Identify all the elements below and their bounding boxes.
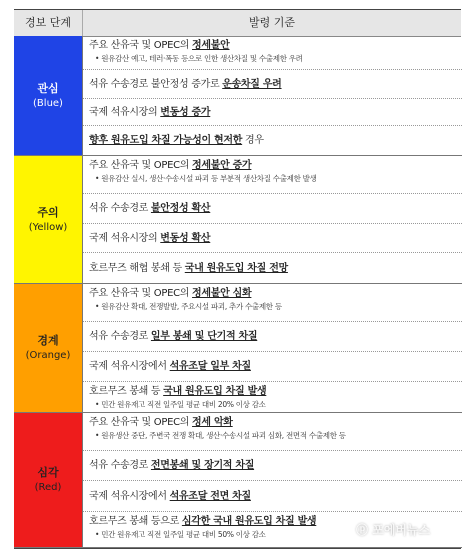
criteria-text [89, 490, 462, 504]
level-cell [14, 284, 82, 413]
criteria-row [83, 451, 462, 481]
criteria-detail: • 민간 원유재고 직전 일주일 평균 대비 20% 이상 감소 [95, 400, 266, 409]
level-name: 심각 [37, 466, 59, 479]
criteria-emphasis: 변동성 증가 [160, 107, 211, 118]
criteria-row [83, 36, 462, 70]
criteria-text [89, 416, 462, 430]
criteria-text [89, 262, 462, 276]
criteria-detail: • 원유생산 중단, 주변국 전쟁 확대, 생산·수송시설 파괴 심화, 전면적 수출제한 등 [95, 431, 346, 440]
criteria-row [83, 352, 462, 382]
criteria-emphasis: 운송차질 우려 [222, 79, 282, 90]
criteria-emphasis: 전면봉쇄 및 장기적 차질 [150, 460, 255, 471]
level-name: 주의 [37, 205, 59, 219]
criteria-row [83, 126, 462, 156]
criteria-text [89, 360, 462, 374]
header-level: 경보 단계 [14, 10, 83, 36]
criteria-prefix: 국제 석유시장의 [89, 107, 161, 118]
criteria-text [89, 39, 462, 53]
criteria-detail: • 원유감산 예고, 테러·폭동 등으로 인한 생산차질 및 수출제한 우려 [95, 54, 303, 63]
criteria-suffix: 경우 [242, 135, 264, 146]
watermark-logo: ⓟ 포에버뉴스 [356, 523, 431, 537]
level-english: (Red) [34, 482, 62, 493]
criteria-detail: • 원유감산 실시, 생산·수송시설 파괴 등 부분적 생산차질 수출제한 발생 [95, 174, 317, 183]
level-english: (Yellow) [28, 221, 68, 233]
criteria-text [89, 287, 462, 301]
criteria-row [83, 284, 462, 322]
criteria-row [83, 70, 462, 99]
criteria-row [83, 322, 462, 352]
criteria-group [82, 156, 461, 284]
criteria-emphasis: 국내 원유도입 차질 전망 [184, 263, 288, 274]
criteria-text [89, 78, 462, 92]
criteria-text [89, 106, 462, 120]
table-header [14, 10, 461, 37]
level-english: (Orange) [25, 350, 71, 361]
criteria-row [83, 99, 462, 126]
criteria-row [83, 253, 462, 284]
criteria-prefix: 석유 수송경로 불안정성 증가로 [89, 79, 223, 90]
criteria-prefix: 석유 수송경로 [89, 331, 151, 342]
criteria-row [83, 382, 462, 413]
level-cell [14, 156, 82, 284]
level-cell [14, 36, 82, 156]
criteria-prefix: 주요 산유국 및 OPEC의 [89, 417, 193, 428]
alert-level-table [14, 9, 461, 549]
criteria-emphasis: 불안정성 확산 [150, 203, 211, 214]
level-english: (Blue) [33, 97, 63, 109]
criteria-emphasis: 정세불안 증가 [192, 160, 252, 171]
criteria-prefix: 석유 수송경로 [89, 203, 151, 214]
criteria-detail: • 원유감산 확대, 전쟁발발, 주요시설 파괴, 추가 수출제한 등 [95, 302, 282, 311]
criteria-prefix: 주요 산유국 및 OPEC의 [89, 160, 193, 171]
criteria-text [89, 202, 462, 216]
criteria-detail: • 민간 원유재고 직전 일주일 평균 대비 50% 이상 감소 [95, 530, 266, 539]
criteria-emphasis: 일부 봉쇄 및 단기적 차질 [150, 331, 258, 342]
criteria-emphasis: 석유조달 일부 차질 [169, 361, 251, 372]
criteria-emphasis: 변동성 확산 [160, 233, 211, 244]
criteria-row [83, 413, 462, 451]
level-name: 경계 [37, 334, 59, 347]
criteria-prefix: 호르무즈 봉쇄 등 [89, 386, 164, 397]
criteria-text [89, 134, 462, 148]
criteria-prefix: 호르무즈 봉쇄 등으로 [89, 516, 182, 527]
criteria-row [83, 481, 462, 512]
criteria-prefix: 국제 석유시장에서 [89, 491, 170, 502]
criteria-row [83, 224, 462, 253]
criteria-group [82, 36, 461, 156]
criteria-emphasis: 석유조달 전면 차질 [169, 491, 251, 502]
criteria-emphasis: 국내 원유도입 차질 발생 [163, 386, 267, 397]
criteria-row [83, 194, 462, 224]
criteria-prefix: 주요 산유국 및 OPEC의 [89, 288, 193, 299]
criteria-prefix: 국제 석유시장에서 [89, 361, 170, 372]
criteria-prefix: 국제 석유시장의 [89, 233, 161, 244]
criteria-prefix: 석유 수송경로 [89, 460, 151, 471]
criteria-emphasis: 정세불안 심화 [192, 288, 252, 299]
criteria-emphasis: 정세 악화 [192, 417, 233, 428]
criteria-emphasis: 정세불안 [192, 40, 230, 51]
criteria-prefix: 호르무즈 해협 봉쇄 등 [89, 263, 185, 274]
criteria-emphasis: 향후 원유도입 차질 가능성이 현저한 [89, 135, 243, 146]
criteria-text [89, 459, 462, 473]
criteria-text [89, 159, 462, 173]
header-criteria: 발령 기준 [248, 16, 295, 29]
criteria-group [82, 284, 461, 413]
criteria-text [89, 232, 462, 246]
criteria-row [83, 156, 462, 194]
level-cell [14, 413, 82, 548]
criteria-emphasis: 심각한 국내 원유도입 차질 발생 [181, 516, 317, 527]
criteria-prefix: 주요 산유국 및 OPEC의 [89, 40, 193, 51]
criteria-text [89, 385, 462, 399]
level-name: 관심 [37, 81, 59, 95]
criteria-text [89, 330, 462, 344]
